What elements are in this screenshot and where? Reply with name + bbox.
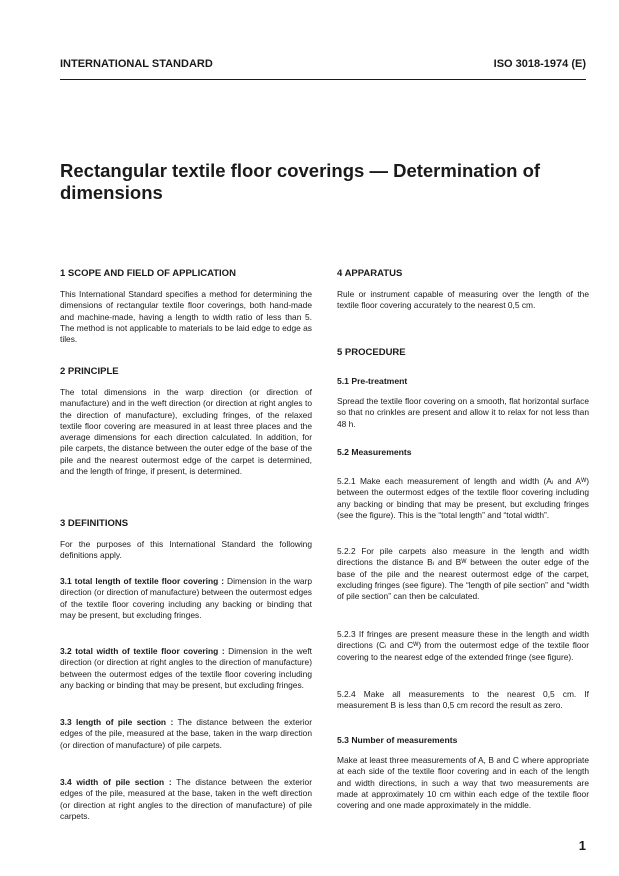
paragraph-5-2-2-text: 5.2.2 For pile carpets also measure in the length and width directions the distance Bₗ and Bᵂ between the outer edge of the base of the pile and the nearest outermost edge of the carpet, excluding fringes (see figure). The “length of pile section” and “width of pile section” can then be calculated. [337,546,589,602]
section-definitions [60,518,312,562]
pretreatment-heading: 5.1 Pre-treatment [337,376,408,386]
definitions-heading: 3 DEFINITIONS [60,518,129,529]
page-header [60,58,586,72]
section-apparatus [337,268,589,312]
document-title: Rectangular textile floor coverings — Determination of dimensions [60,160,541,203]
definition-3-2-text: Dimension in the weft direction (or direction at right angles to the direction of manufacture) between the outermost edges of the textile floor covering including any backing or binding that may be present, but excluding fringes. [60,646,312,690]
paragraph-5-2-1 [337,476,589,521]
section-procedure [337,347,589,368]
paragraph-5-2-2 [337,546,589,602]
header-standard-label: INTERNATIONAL STANDARD [60,58,213,70]
definition-3-1-term: 3.1 total length of textile floor covering : [60,576,225,586]
number-heading: 5.3 Number of measurements [337,735,458,745]
principle-heading: 2 PRINCIPLE [60,366,119,377]
section-number-of-measurements [337,734,589,811]
definition-3-1-text: Dimension in the warp direction (or direction of manufacture) between the outermost edges of the textile floor covering including any backing or binding that may be present, but excluding fringes. [60,576,312,620]
definition-3-3 [60,717,312,751]
header-standard-number: ISO 3018-1974 (E) [493,58,586,70]
section-principle [60,366,312,477]
paragraph-5-2-1-text: 5.2.1 Make each measurement of length and width (Aₗ and Aᵂ) between the outermost edges of the textile floor covering including any backing or binding that may be present, but excluding fringes (see the figure). This is the “total length” and “total width”. [337,476,589,520]
section-pretreatment [337,375,589,430]
header-rule [60,79,586,80]
definition-3-4-text: The distance between the exterior edges of the pile, measured at the base, taken in the weft direction (or direction at right angles to the direction of manufacture) of pile carpets. [60,777,312,821]
section-measurements [337,446,589,467]
page-number: 1 [578,838,586,853]
definitions-intro: For the purposes of this International Standard the following definitions apply. [60,539,312,561]
procedure-heading: 5 PROCEDURE [337,347,406,358]
definition-3-2-term: 3.2 total width of textile floor covering : [60,646,225,656]
paragraph-5-2-4-text: 5.2.4 Make all measurements to the nearest 0,5 cm. If measurement B is less than 0,5 cm record the result as zero. [337,689,589,711]
apparatus-text: Rule or instrument capable of measuring over the length of the textile floor covering accurately to the nearest 0,5 cm. [337,289,589,311]
definition-3-4-term: 3.4 width of pile section : [60,777,172,787]
scope-text: This International Standard specifies a method for determining the dimensions of rectangular textile floor coverings, both hand-made and machine-made, having a length to width ratio of less than 5. The method is not applicable to materials to be laid edge to edge as tiles. [60,289,312,345]
principle-text: The total dimensions in the warp direction (or direction of manufacture) and in the weft direction (or direction at right angles to the direction of manufacture), excluding fringes, of the relaxed textile floor covering are measured in at least three places and the average dimensions for each direction calculated. In addition, for pile carpets, the distance between the outer edge of the base of the pile and the nearest outermost edge of the carpet is determined, and the length of fringe, if present, is determined. [60,387,312,477]
measurements-heading: 5.2 Measurements [337,447,412,457]
section-scope [60,268,312,345]
paragraph-5-2-3 [337,629,589,663]
scope-heading: 1 SCOPE AND FIELD OF APPLICATION [60,268,236,279]
apparatus-heading: 4 APPARATUS [337,268,403,279]
definition-3-3-text: The distance between the exterior edges of the pile, measured at the base, taken in the warp direction (or direction of manufacture) of pile carpets. [60,717,312,750]
number-text: Make at least three measurements of A, B and C where appropriate at each side of the textile floor covering and in each of the length and width directions, in such a way that two measurements are made at approximately 10 cm within each edge of the textile floor covering and one made approximately in the middle. [337,755,589,811]
definition-3-4 [60,777,312,822]
definition-3-3-term: 3.3 length of pile section : [60,717,174,727]
paragraph-5-2-3-text: 5.2.3 If fringes are present measure these in the length and width directions (Cₗ and Cᵂ) from the outermost edge of the textile floor covering to the nearest edge of the extended fringe (see figure). [337,629,589,662]
paragraph-5-2-4 [337,689,589,712]
pretreatment-text: Spread the textile floor covering on a smooth, flat horizontal surface so that no crinkles are present and allow it to relax for not less than 48 h. [337,396,589,429]
definition-3-2 [60,646,312,691]
definition-3-1 [60,576,312,621]
